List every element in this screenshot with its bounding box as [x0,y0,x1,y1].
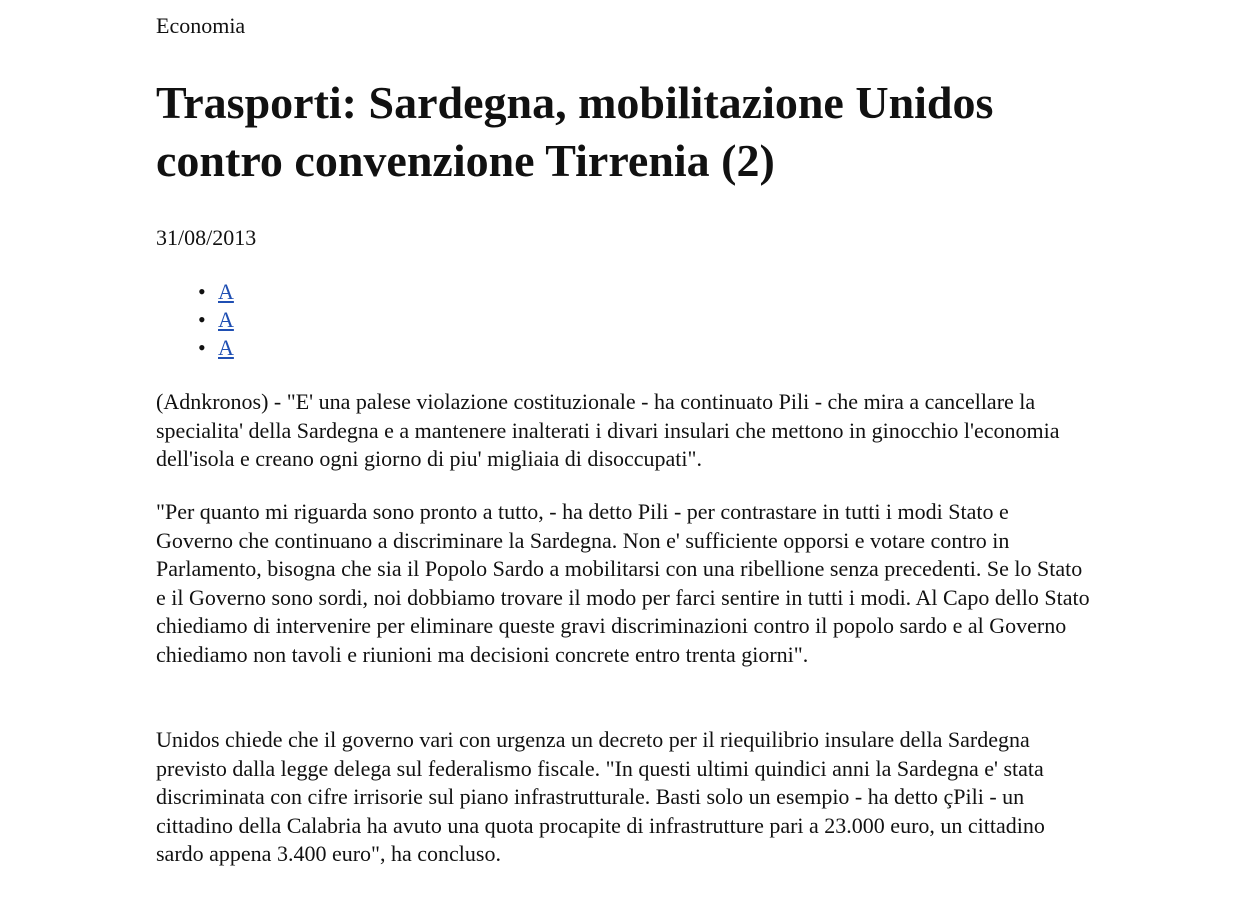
font-size-item [198,334,234,362]
article-paragraph: (Adnkronos) - "E' una palese violazione costituzionale - ha continuato Pili - che mira a cancellare la specialita' della Sardegna e a mantenere inalterati i divari insulari che mettono in ginocchio l'economia dell'isola e creano ogni giorno di piu' migliaia di disoccupati". [156,389,1060,472]
bullet-icon: • [198,279,206,304]
bullet-icon: • [198,307,206,332]
article-paragraph: Unidos chiede che il governo vari con urgenza un decreto per il riequilibrio insulare della Sardegna previsto dalla legge delega sul federalismo fiscale. "In questi ultimi quindici anni la Sardegna e' stata discriminata con cifre irrisorie sul piano infrastrutturale. Basti solo un esempio - ha detto çPili - un cittadino della Calabria ha avuto una quota procapite di infrastrutture pari a 23.000 euro, un cittadino sardo appena 3.400 euro", ha concluso. [156,727,1045,867]
bullet-icon: • [198,335,206,360]
font-size-link-small[interactable]: A [218,279,234,304]
font-size-item [198,306,234,334]
article-date: 31/08/2013 [156,225,257,250]
font-size-controls [198,278,234,362]
section-label: Economia [156,13,246,38]
article-paragraph: "Per quanto mi riguarda sono pronto a tutto, - ha detto Pili - per contrastare in tutti i modi Stato e Governo che continuano a discriminare la Sardegna. Non e' sufficiente opporsi e votare contro in Parlamento, bisogna che sia il Popolo Sardo a mobilitarsi con una ribellione senza precedenti. Se lo Stato e il Governo sono sordi, noi dobbiamo trovare il modo per farci sentire in tutti i modi. Al Capo dello Stato chiediamo di intervenire per eliminare queste gravi discriminazioni contro il popolo sardo e al Governo chiediamo non tavoli e riunioni ma decisioni concrete entro trenta giorni". [156,499,1090,667]
font-size-item [198,278,234,306]
font-size-link-large[interactable]: A [218,335,234,360]
font-size-link-medium[interactable]: A [218,307,234,332]
article-title: Trasporti: Sardegna, mobilitazione Unidos contro convenzione Tirrenia (2) [156,77,994,186]
